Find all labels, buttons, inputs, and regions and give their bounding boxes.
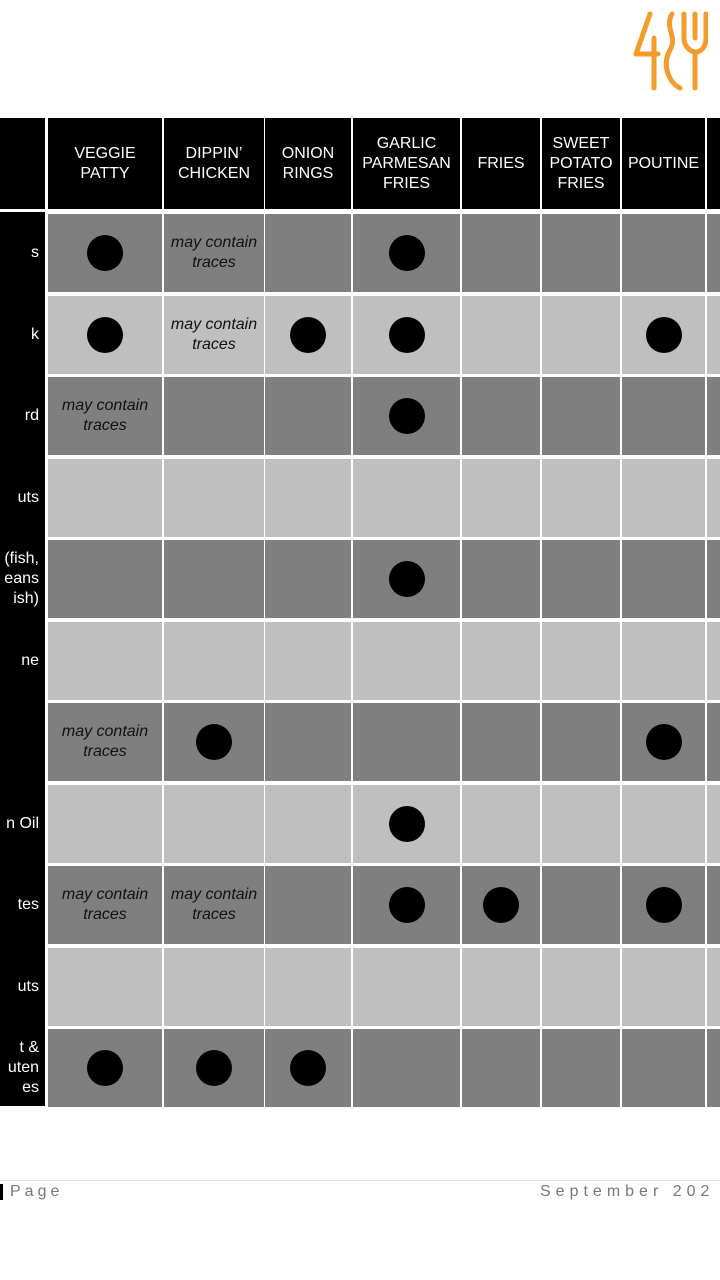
contains-dot-icon (290, 1050, 326, 1086)
table-cell (164, 1029, 264, 1107)
table-cell (622, 214, 705, 292)
table-cell (622, 296, 705, 374)
column-header (707, 118, 720, 209)
contains-dot-icon (196, 724, 232, 760)
contains-dot-icon (646, 724, 682, 760)
table-cell (353, 948, 460, 1026)
column-header: VEGGIE PATTY (48, 118, 162, 209)
table-cell (48, 785, 162, 863)
column-header: SWEET POTATO FRIES (542, 118, 620, 209)
table-cell (265, 622, 351, 700)
contains-dot-icon (290, 317, 326, 353)
table-cell (462, 214, 540, 292)
row-label: n Oil (6, 814, 39, 832)
table-cell (542, 703, 620, 781)
contains-dot-icon (389, 398, 425, 434)
table-cell (462, 703, 540, 781)
column-header: DIPPIN’ CHICKEN (164, 118, 264, 209)
table-cell (462, 622, 540, 700)
table-cell (265, 785, 351, 863)
table-cell (707, 296, 720, 374)
table-cell (707, 622, 720, 700)
table-cell (353, 866, 460, 944)
table-cell (353, 785, 460, 863)
may-contain-traces-note: may contain traces (61, 397, 149, 434)
contains-dot-icon (389, 561, 425, 597)
contains-dot-icon (87, 235, 123, 271)
contains-dot-icon (87, 1050, 123, 1086)
table-cell (462, 540, 540, 618)
table-cell (707, 459, 720, 537)
table-cell (462, 377, 540, 455)
table-cell (622, 622, 705, 700)
table-cell (164, 540, 264, 618)
footer-date: September 202 (540, 1183, 715, 1200)
table-cell (353, 622, 460, 700)
table-cell (707, 377, 720, 455)
table-cell (622, 377, 705, 455)
table-cell (542, 785, 620, 863)
table-cell (707, 866, 720, 944)
table-cell (707, 948, 720, 1026)
table-cell (542, 459, 620, 537)
contains-dot-icon (483, 887, 519, 923)
table-cell (542, 866, 620, 944)
table-cell (353, 540, 460, 618)
table-cell (353, 214, 460, 292)
row-label: ne (21, 651, 39, 669)
table-cell (462, 296, 540, 374)
table-cell (164, 948, 264, 1026)
table-cell (622, 703, 705, 781)
table-cell (164, 459, 264, 537)
row-label: rd (24, 407, 39, 424)
table-cell (542, 622, 620, 700)
row-label: t & uten es (7, 1039, 39, 1096)
table-cell (353, 459, 460, 537)
contains-dot-icon (389, 887, 425, 923)
row-label: k (31, 325, 39, 343)
footer-marker (0, 1184, 3, 1200)
table-cell (542, 296, 620, 374)
brand-logo (628, 8, 708, 98)
table-cell (353, 296, 460, 374)
table-cell (707, 540, 720, 618)
header-label-cell (0, 118, 45, 209)
table-cell (48, 296, 162, 374)
column-header: ONION RINGS (265, 118, 351, 209)
table-cell (265, 948, 351, 1026)
table-cell (48, 948, 162, 1026)
may-contain-traces-note: may contain traces (170, 886, 258, 923)
table-cell (265, 214, 351, 292)
table-cell (48, 459, 162, 537)
contains-dot-icon (389, 317, 425, 353)
column-header: GARLIC PARMESAN FRIES (353, 118, 460, 209)
contains-dot-icon (196, 1050, 232, 1086)
table-cell (265, 866, 351, 944)
table-cell (353, 377, 460, 455)
row-label (0, 703, 45, 781)
table-cell (265, 540, 351, 618)
contains-dot-icon (646, 887, 682, 923)
may-contain-traces-note: may contain traces (61, 886, 149, 923)
table-cell (462, 785, 540, 863)
table-cell (164, 214, 264, 292)
row-label: (fish, eans ish) (4, 550, 39, 607)
table-cell (48, 540, 162, 618)
table-cell (542, 948, 620, 1026)
table-cell (48, 377, 162, 455)
table-cell (622, 866, 705, 944)
table-cell (462, 866, 540, 944)
table-cell (542, 1029, 620, 1107)
table-cell (48, 703, 162, 781)
table-cell (462, 948, 540, 1026)
table-cell (164, 866, 264, 944)
table-cell (622, 1029, 705, 1107)
table-cell (265, 296, 351, 374)
table-cell (164, 622, 264, 700)
table-cell (48, 866, 162, 944)
table-cell (353, 1029, 460, 1107)
table-cell (542, 377, 620, 455)
contains-dot-icon (389, 806, 425, 842)
table-cell (462, 459, 540, 537)
row-label: s (31, 244, 39, 261)
contains-dot-icon (646, 317, 682, 353)
column-header: POUTINE (622, 118, 705, 209)
table-cell (265, 459, 351, 537)
column-header: FRIES (462, 118, 540, 209)
table-cell (622, 459, 705, 537)
contains-dot-icon (87, 317, 123, 353)
table-cell (265, 703, 351, 781)
table-cell (164, 703, 264, 781)
table-cell (707, 703, 720, 781)
row-label: tes (17, 896, 39, 913)
table-cell (542, 214, 620, 292)
footer-divider (0, 1180, 720, 1181)
table-cell (48, 214, 162, 292)
table-cell (622, 785, 705, 863)
table-cell (265, 1029, 351, 1107)
table-cell (164, 377, 264, 455)
table-cell (265, 377, 351, 455)
table-cell (353, 703, 460, 781)
table-cell (48, 1029, 162, 1107)
table-cell (164, 296, 264, 374)
table-cell (707, 785, 720, 863)
row-label: uts (17, 488, 39, 506)
may-contain-traces-note: may contain traces (61, 723, 149, 760)
table-cell (707, 1029, 720, 1107)
may-contain-traces-note: may contain traces (170, 234, 258, 271)
table-cell (164, 785, 264, 863)
fork-logo-icon (628, 8, 708, 98)
row-label: uts (17, 977, 39, 995)
table-cell (462, 1029, 540, 1107)
table-cell (622, 948, 705, 1026)
footer-page-label: Page (10, 1183, 64, 1200)
table-cell (48, 622, 162, 700)
may-contain-traces-note: may contain traces (170, 315, 258, 353)
table-cell (707, 214, 720, 292)
contains-dot-icon (389, 235, 425, 271)
table-cell (622, 540, 705, 618)
table-cell (542, 540, 620, 618)
